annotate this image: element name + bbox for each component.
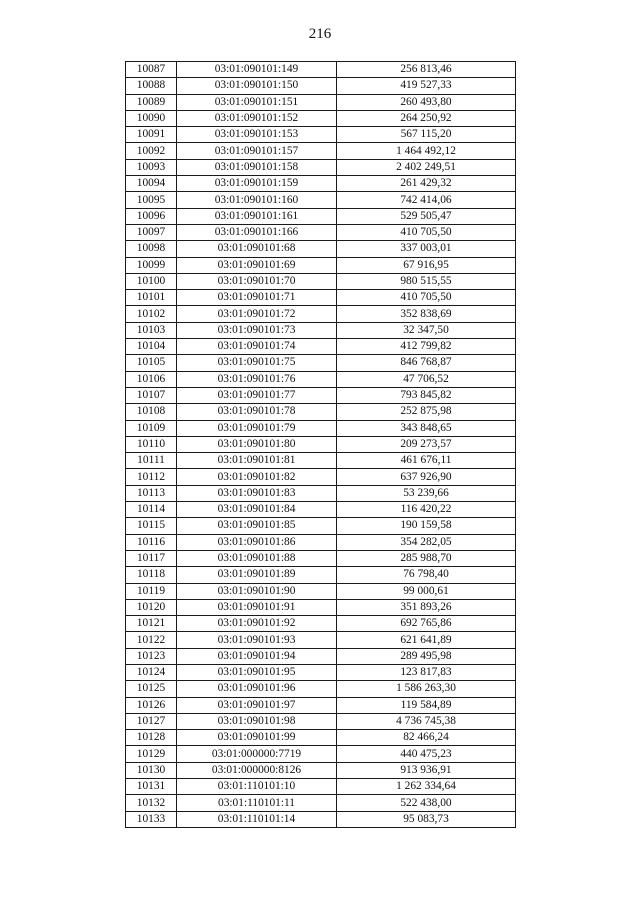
- row-number-cell: 10126: [126, 697, 177, 713]
- cadastral-value-cell: 4 736 745,38: [337, 713, 516, 729]
- table-row: [126, 811, 516, 827]
- cadastral-value-cell: 354 282,05: [337, 534, 516, 550]
- table-row: [126, 681, 516, 697]
- row-number-cell: 10099: [126, 257, 177, 273]
- table-row: [126, 257, 516, 273]
- cadastral-number-cell: 03:01:090101:86: [177, 534, 337, 550]
- table-row: [126, 567, 516, 583]
- table-row: [126, 143, 516, 159]
- table-row: [126, 176, 516, 192]
- table-row: [126, 78, 516, 94]
- cadastral-number-cell: 03:01:090101:152: [177, 110, 337, 126]
- cadastral-number-cell: 03:01:090101:90: [177, 583, 337, 599]
- registry-table: [125, 61, 516, 828]
- table-row: [126, 453, 516, 469]
- cadastral-value-cell: 285 988,70: [337, 550, 516, 566]
- table-row: [126, 762, 516, 778]
- cadastral-value-cell: 2 402 249,51: [337, 159, 516, 175]
- row-number-cell: 10112: [126, 469, 177, 485]
- cadastral-value-cell: 1 464 492,12: [337, 143, 516, 159]
- cadastral-value-cell: 793 845,82: [337, 387, 516, 403]
- table-row: [126, 371, 516, 387]
- table-row: [126, 469, 516, 485]
- cadastral-number-cell: 03:01:090101:94: [177, 648, 337, 664]
- table-row: [126, 697, 516, 713]
- cadastral-number-cell: 03:01:090101:81: [177, 453, 337, 469]
- row-number-cell: 10090: [126, 110, 177, 126]
- cadastral-value-cell: 742 414,06: [337, 192, 516, 208]
- cadastral-number-cell: 03:01:000000:8126: [177, 762, 337, 778]
- cadastral-number-cell: 03:01:090101:69: [177, 257, 337, 273]
- cadastral-value-cell: 209 273,57: [337, 436, 516, 452]
- cadastral-value-cell: 264 250,92: [337, 110, 516, 126]
- cadastral-number-cell: 03:01:090101:99: [177, 730, 337, 746]
- cadastral-value-cell: 692 765,86: [337, 616, 516, 632]
- cadastral-number-cell: 03:01:090101:97: [177, 697, 337, 713]
- row-number-cell: 10132: [126, 795, 177, 811]
- cadastral-value-cell: 913 936,91: [337, 762, 516, 778]
- cadastral-number-cell: 03:01:000000:7719: [177, 746, 337, 762]
- row-number-cell: 10124: [126, 664, 177, 680]
- row-number-cell: 10102: [126, 306, 177, 322]
- table-row: [126, 224, 516, 240]
- row-number-cell: 10116: [126, 534, 177, 550]
- table-row: [126, 94, 516, 110]
- cadastral-number-cell: 03:01:090101:72: [177, 306, 337, 322]
- cadastral-value-cell: 289 495,98: [337, 648, 516, 664]
- cadastral-number-cell: 03:01:090101:96: [177, 681, 337, 697]
- cadastral-number-cell: 03:01:090101:153: [177, 127, 337, 143]
- row-number-cell: 10095: [126, 192, 177, 208]
- table-row: [126, 534, 516, 550]
- table-row: [126, 208, 516, 224]
- row-number-cell: 10120: [126, 599, 177, 615]
- row-number-cell: 10100: [126, 273, 177, 289]
- registry-table-body: [126, 62, 516, 828]
- row-number-cell: 10122: [126, 632, 177, 648]
- cadastral-number-cell: 03:01:090101:68: [177, 241, 337, 257]
- cadastral-number-cell: 03:01:090101:70: [177, 273, 337, 289]
- row-number-cell: 10113: [126, 485, 177, 501]
- cadastral-number-cell: 03:01:090101:76: [177, 371, 337, 387]
- page-number: 216: [308, 26, 332, 42]
- row-number-cell: 10109: [126, 420, 177, 436]
- table-row: [126, 648, 516, 664]
- table-row: [126, 436, 516, 452]
- cadastral-value-cell: 529 505,47: [337, 208, 516, 224]
- cadastral-value-cell: 82 466,24: [337, 730, 516, 746]
- table-row: [126, 355, 516, 371]
- cadastral-number-cell: 03:01:090101:78: [177, 404, 337, 420]
- cadastral-number-cell: 03:01:090101:91: [177, 599, 337, 615]
- cadastral-number-cell: 03:01:090101:151: [177, 94, 337, 110]
- cadastral-value-cell: 1 586 263,30: [337, 681, 516, 697]
- cadastral-value-cell: 980 515,55: [337, 273, 516, 289]
- row-number-cell: 10091: [126, 127, 177, 143]
- cadastral-number-cell: 03:01:090101:98: [177, 713, 337, 729]
- row-number-cell: 10111: [126, 453, 177, 469]
- cadastral-value-cell: 410 705,50: [337, 290, 516, 306]
- cadastral-number-cell: 03:01:090101:166: [177, 224, 337, 240]
- row-number-cell: 10118: [126, 567, 177, 583]
- cadastral-number-cell: 03:01:090101:157: [177, 143, 337, 159]
- table-row: [126, 192, 516, 208]
- table-row: [126, 746, 516, 762]
- row-number-cell: 10121: [126, 616, 177, 632]
- cadastral-value-cell: 567 115,20: [337, 127, 516, 143]
- table-row: [126, 273, 516, 289]
- row-number-cell: 10115: [126, 518, 177, 534]
- row-number-cell: 10101: [126, 290, 177, 306]
- row-number-cell: 10105: [126, 355, 177, 371]
- cadastral-number-cell: 03:01:090101:92: [177, 616, 337, 632]
- row-number-cell: 10117: [126, 550, 177, 566]
- row-number-cell: 10114: [126, 502, 177, 518]
- table-row: [126, 339, 516, 355]
- cadastral-number-cell: 03:01:110101:10: [177, 779, 337, 795]
- cadastral-value-cell: 637 926,90: [337, 469, 516, 485]
- cadastral-number-cell: 03:01:090101:71: [177, 290, 337, 306]
- table-row: [126, 241, 516, 257]
- cadastral-value-cell: 76 798,40: [337, 567, 516, 583]
- cadastral-number-cell: 03:01:090101:159: [177, 176, 337, 192]
- cadastral-value-cell: 256 813,46: [337, 62, 516, 78]
- cadastral-value-cell: 116 420,22: [337, 502, 516, 518]
- table-row: [126, 713, 516, 729]
- table-row: [126, 290, 516, 306]
- cadastral-number-cell: 03:01:090101:161: [177, 208, 337, 224]
- cadastral-number-cell: 03:01:090101:160: [177, 192, 337, 208]
- table-row: [126, 127, 516, 143]
- row-number-cell: 10088: [126, 78, 177, 94]
- cadastral-value-cell: 351 893,26: [337, 599, 516, 615]
- cadastral-value-cell: 343 848,65: [337, 420, 516, 436]
- cadastral-number-cell: 03:01:090101:85: [177, 518, 337, 534]
- row-number-cell: 10108: [126, 404, 177, 420]
- cadastral-value-cell: 260 493,80: [337, 94, 516, 110]
- cadastral-number-cell: 03:01:090101:75: [177, 355, 337, 371]
- cadastral-number-cell: 03:01:090101:84: [177, 502, 337, 518]
- cadastral-value-cell: 522 438,00: [337, 795, 516, 811]
- cadastral-number-cell: 03:01:090101:74: [177, 339, 337, 355]
- row-number-cell: 10119: [126, 583, 177, 599]
- cadastral-number-cell: 03:01:090101:80: [177, 436, 337, 452]
- cadastral-value-cell: 412 799,82: [337, 339, 516, 355]
- cadastral-value-cell: 95 083,73: [337, 811, 516, 827]
- row-number-cell: 10097: [126, 224, 177, 240]
- row-number-cell: 10110: [126, 436, 177, 452]
- cadastral-value-cell: 67 916,95: [337, 257, 516, 273]
- cadastral-value-cell: 32 347,50: [337, 322, 516, 338]
- table-row: [126, 502, 516, 518]
- row-number-cell: 10106: [126, 371, 177, 387]
- cadastral-number-cell: 03:01:090101:83: [177, 485, 337, 501]
- row-number-cell: 10092: [126, 143, 177, 159]
- cadastral-value-cell: 621 641,89: [337, 632, 516, 648]
- cadastral-number-cell: 03:01:090101:150: [177, 78, 337, 94]
- cadastral-value-cell: 419 527,33: [337, 78, 516, 94]
- row-number-cell: 10128: [126, 730, 177, 746]
- cadastral-value-cell: 440 475,23: [337, 746, 516, 762]
- table-row: [126, 485, 516, 501]
- row-number-cell: 10096: [126, 208, 177, 224]
- cadastral-number-cell: 03:01:090101:89: [177, 567, 337, 583]
- row-number-cell: 10133: [126, 811, 177, 827]
- row-number-cell: 10129: [126, 746, 177, 762]
- row-number-cell: 10103: [126, 322, 177, 338]
- cadastral-value-cell: 337 003,01: [337, 241, 516, 257]
- table-row: [126, 322, 516, 338]
- cadastral-value-cell: 47 706,52: [337, 371, 516, 387]
- cadastral-number-cell: 03:01:110101:14: [177, 811, 337, 827]
- table-row: [126, 599, 516, 615]
- cadastral-value-cell: 1 262 334,64: [337, 779, 516, 795]
- cadastral-value-cell: 252 875,98: [337, 404, 516, 420]
- cadastral-value-cell: 123 817,83: [337, 664, 516, 680]
- table-row: [126, 159, 516, 175]
- row-number-cell: 10131: [126, 779, 177, 795]
- cadastral-number-cell: 03:01:090101:82: [177, 469, 337, 485]
- cadastral-number-cell: 03:01:110101:11: [177, 795, 337, 811]
- cadastral-value-cell: 261 429,32: [337, 176, 516, 192]
- row-number-cell: 10094: [126, 176, 177, 192]
- row-number-cell: 10093: [126, 159, 177, 175]
- cadastral-value-cell: 53 239,66: [337, 485, 516, 501]
- cadastral-value-cell: 352 838,69: [337, 306, 516, 322]
- table-row: [126, 616, 516, 632]
- table-row: [126, 664, 516, 680]
- row-number-cell: 10130: [126, 762, 177, 778]
- table-row: [126, 632, 516, 648]
- table-row: [126, 779, 516, 795]
- table-row: [126, 306, 516, 322]
- table-row: [126, 62, 516, 78]
- cadastral-value-cell: 119 584,89: [337, 697, 516, 713]
- cadastral-number-cell: 03:01:090101:93: [177, 632, 337, 648]
- cadastral-value-cell: 190 159,58: [337, 518, 516, 534]
- row-number-cell: 10104: [126, 339, 177, 355]
- table-row: [126, 730, 516, 746]
- table-row: [126, 583, 516, 599]
- cadastral-number-cell: 03:01:090101:149: [177, 62, 337, 78]
- cadastral-number-cell: 03:01:090101:158: [177, 159, 337, 175]
- cadastral-value-cell: 99 000,61: [337, 583, 516, 599]
- table-row: [126, 110, 516, 126]
- table-row: [126, 420, 516, 436]
- table-row: [126, 795, 516, 811]
- cadastral-number-cell: 03:01:090101:77: [177, 387, 337, 403]
- row-number-cell: 10098: [126, 241, 177, 257]
- row-number-cell: 10123: [126, 648, 177, 664]
- cadastral-value-cell: 846 768,87: [337, 355, 516, 371]
- row-number-cell: 10087: [126, 62, 177, 78]
- cadastral-number-cell: 03:01:090101:73: [177, 322, 337, 338]
- table-row: [126, 550, 516, 566]
- row-number-cell: 10089: [126, 94, 177, 110]
- cadastral-number-cell: 03:01:090101:95: [177, 664, 337, 680]
- table-row: [126, 387, 516, 403]
- row-number-cell: 10107: [126, 387, 177, 403]
- cadastral-number-cell: 03:01:090101:79: [177, 420, 337, 436]
- row-number-cell: 10127: [126, 713, 177, 729]
- table-row: [126, 404, 516, 420]
- cadastral-value-cell: 410 705,50: [337, 224, 516, 240]
- cadastral-value-cell: 461 676,11: [337, 453, 516, 469]
- row-number-cell: 10125: [126, 681, 177, 697]
- cadastral-number-cell: 03:01:090101:88: [177, 550, 337, 566]
- table-row: [126, 518, 516, 534]
